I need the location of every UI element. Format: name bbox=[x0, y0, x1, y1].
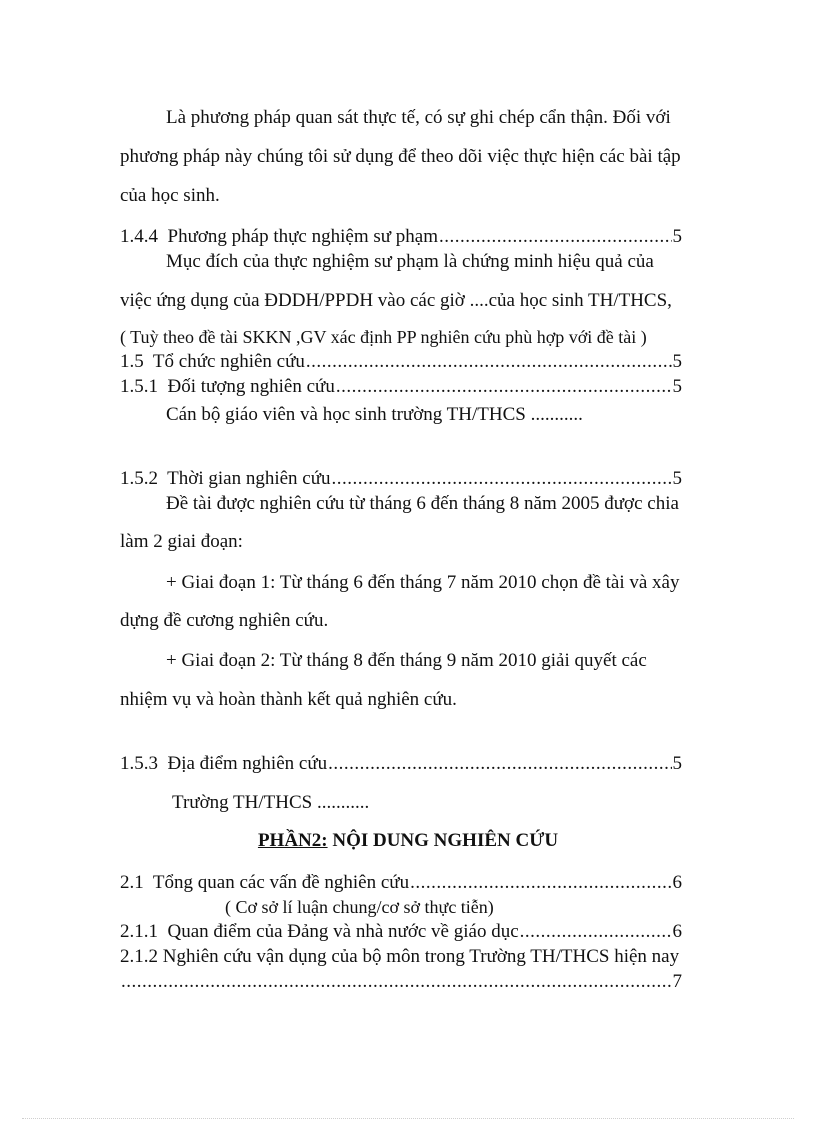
paragraph-line: Mục đích của thực nghiệm sư phạm là chứng minh hiệu quả của bbox=[166, 251, 654, 272]
toc-leader bbox=[439, 225, 672, 249]
toc-number: 2.1 bbox=[120, 872, 144, 893]
paragraph-line: ( Tuỳ theo đề tài SKKN ,GV xác định PP nghiên cứu phù hợp với đề tài ) bbox=[120, 327, 647, 347]
toc-number: 1.5.2 bbox=[120, 468, 158, 489]
paragraph-line: Đề tài được nghiên cứu từ tháng 6 đến tháng 8 năm 2005 được chia bbox=[166, 493, 679, 514]
toc-label: Thời gian nghiên cứu bbox=[167, 468, 331, 489]
toc-entry-2-1-1 bbox=[120, 920, 682, 944]
paragraph-line: + Giai đoạn 2: Từ tháng 8 đến tháng 9 năm 2010 giải quyết các bbox=[166, 650, 647, 671]
toc-label: Quan điểm của Đảng và nhà nước về giáo dục bbox=[167, 921, 519, 942]
toc-number: 2.1.1 bbox=[120, 921, 158, 942]
paragraph-line: Là phương pháp quan sát thực tế, có sự ghi chép cẩn thận. Đối với bbox=[166, 107, 671, 128]
toc-page: 5 bbox=[672, 226, 682, 247]
page-bottom-divider bbox=[22, 1118, 794, 1119]
toc-page: 5 bbox=[672, 753, 682, 774]
toc-leader bbox=[121, 970, 672, 994]
toc-number: 1.5.3 bbox=[120, 753, 158, 774]
toc-entry-1-5-3 bbox=[120, 752, 682, 776]
toc-entry-1-4-4 bbox=[120, 225, 682, 249]
toc-entry-1-5-2 bbox=[120, 467, 682, 491]
toc-entry-2-1 bbox=[120, 871, 682, 895]
toc-page: 5 bbox=[672, 468, 682, 489]
toc-page: 5 bbox=[672, 351, 682, 372]
paragraph-line: việc ứng dụng của ĐDDH/PPDH vào các giờ ....của học sinh TH/THCS, bbox=[120, 290, 672, 311]
toc-leader bbox=[328, 752, 671, 776]
toc-leader bbox=[520, 920, 672, 944]
paragraph-line: + Giai đoạn 1: Từ tháng 6 đến tháng 7 năm 2010 chọn đề tài và xây bbox=[166, 572, 680, 593]
toc-label: Đối tượng nghiên cứu bbox=[167, 376, 335, 397]
toc-entry-2-1-2-continuation bbox=[120, 970, 682, 994]
paragraph-line: ( Cơ sở lí luận chung/cơ sở thực tiễn) bbox=[225, 897, 494, 917]
heading-part: PHẦN2: bbox=[257, 830, 328, 851]
paragraph-line: Trường TH/THCS ........... bbox=[172, 792, 370, 813]
paragraph-line: dựng đề cương nghiên cứu. bbox=[120, 610, 329, 631]
paragraph-line: Cán bộ giáo viên và học sinh trường TH/THCS ........... bbox=[166, 404, 583, 425]
toc-label: Tổ chức nghiên cứu bbox=[152, 351, 305, 372]
paragraph-line: của học sinh. bbox=[120, 185, 220, 206]
toc-entry-1-5-1 bbox=[120, 375, 682, 399]
paragraph-line: phương pháp này chúng tôi sử dụng để theo dõi việc thực hiện các bài tập bbox=[120, 146, 681, 167]
toc-page: 6 bbox=[672, 921, 682, 942]
paragraph-line: 2.1.2 Nghiên cứu vận dụng của bộ môn trong Trường TH/THCS hiện nay bbox=[120, 946, 680, 967]
toc-entry-1-5 bbox=[120, 350, 682, 374]
toc-label: Địa điểm nghiên cứu bbox=[167, 753, 328, 774]
toc-number: 1.4.4 bbox=[120, 226, 158, 247]
toc-label: Tổng quan các vấn đề nghiên cứu bbox=[152, 872, 410, 893]
toc-leader bbox=[410, 871, 671, 895]
paragraph-line: làm 2 giai đoạn: bbox=[120, 531, 243, 552]
toc-leader bbox=[306, 350, 672, 374]
toc-page: 6 bbox=[672, 872, 682, 893]
toc-page: 7 bbox=[672, 971, 682, 992]
paragraph-line: nhiệm vụ và hoàn thành kết quả nghiên cứu. bbox=[120, 689, 457, 710]
toc-leader bbox=[332, 467, 672, 491]
section-heading bbox=[0, 829, 816, 853]
toc-label: Phương pháp thực nghiệm sư phạm bbox=[167, 226, 438, 247]
toc-number: 1.5.1 bbox=[120, 376, 158, 397]
toc-page: 5 bbox=[672, 376, 682, 397]
heading-title: NỘI DUNG NGHIÊN CỨU bbox=[327, 830, 559, 851]
toc-number: 1.5 bbox=[120, 351, 144, 372]
toc-leader bbox=[336, 375, 672, 399]
